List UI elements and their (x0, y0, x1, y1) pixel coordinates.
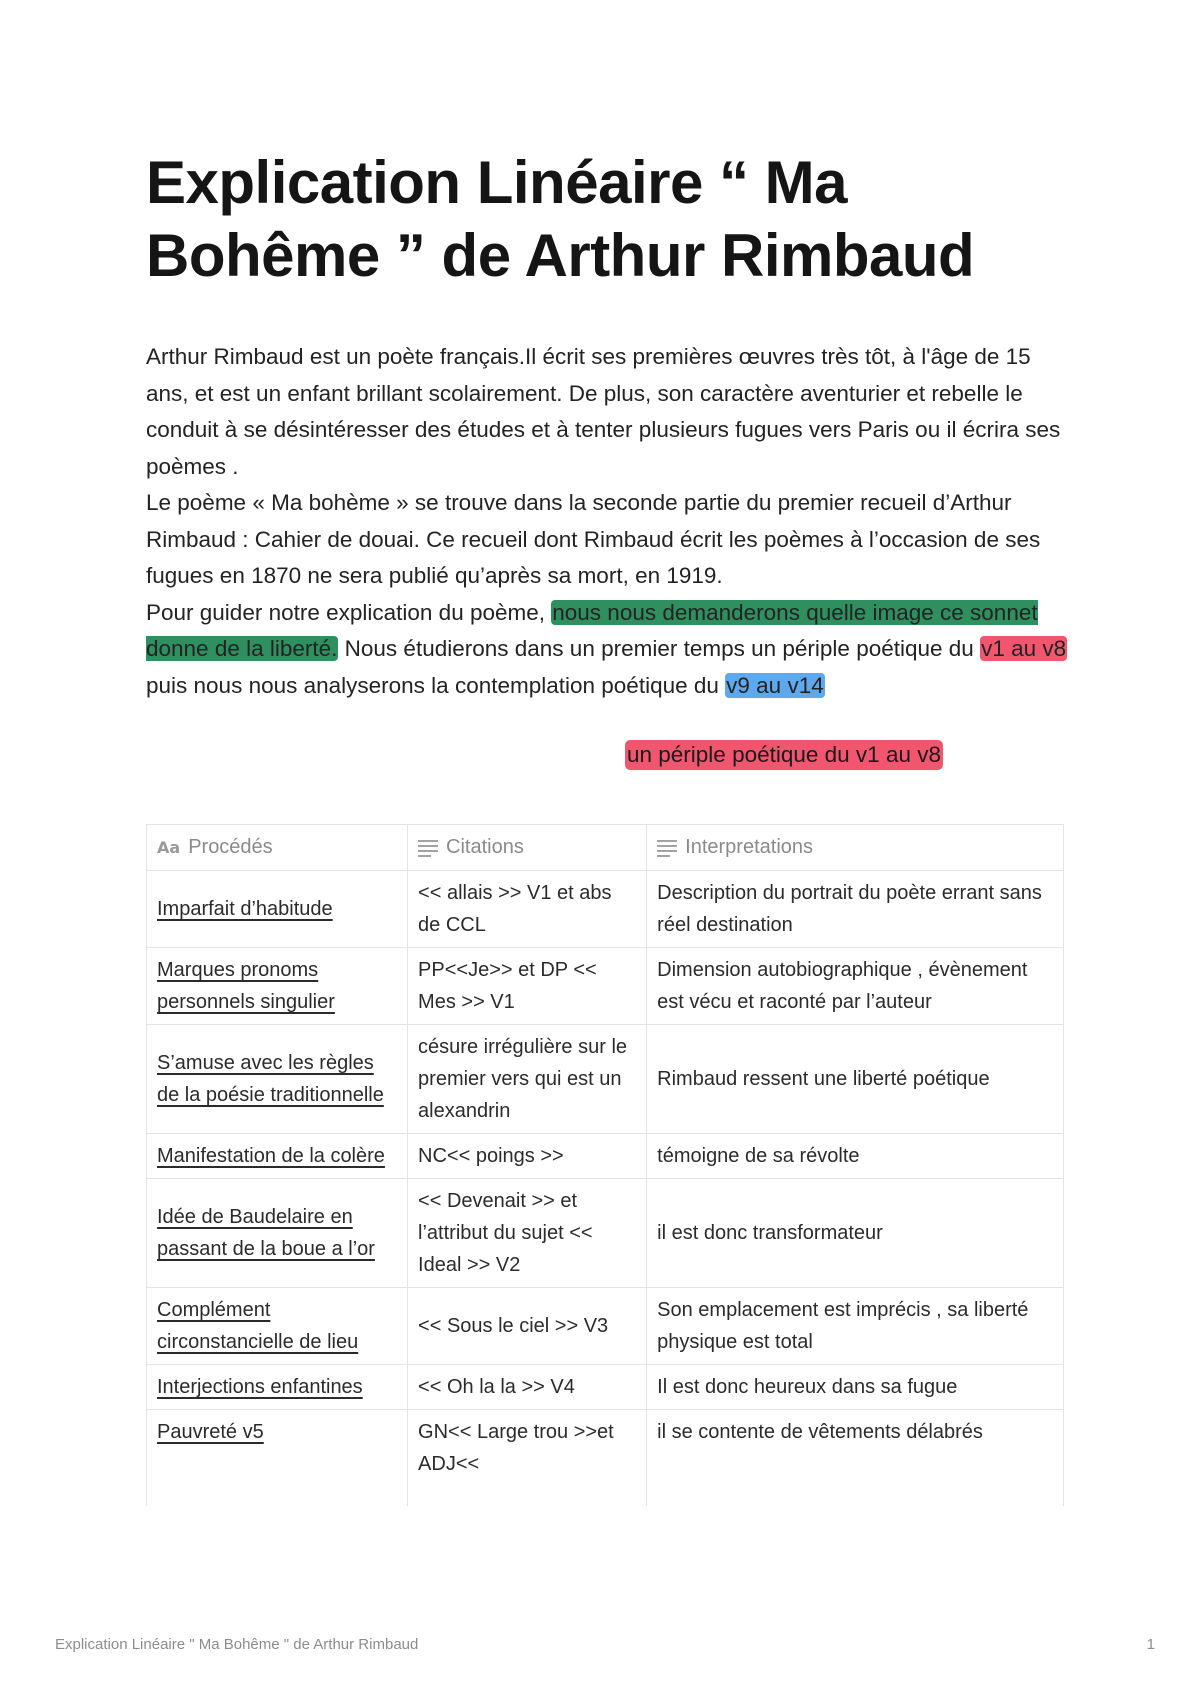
interpretation-cell: Dimension autobiographique , évènement est vécu et raconté par l’auteur (647, 947, 1064, 1024)
citation-cell: césure irrégulière sur le premier vers qui est un alexandrin (408, 1024, 647, 1133)
procede-link[interactable]: S’amuse avec les règles de la poésie traditionnelle (157, 1051, 384, 1106)
citation-cell: PP<<Je>> et DP << Mes >> V1 (408, 947, 647, 1024)
interpretation-cell: Il est donc heureux dans sa fugue (647, 1364, 1064, 1409)
lines-text-icon (418, 840, 438, 854)
part-two-highlight: v9 au v14 (726, 672, 824, 698)
table-row (147, 1133, 1064, 1178)
lines-text-icon (657, 840, 677, 854)
interpretation-cell: il se contente de vêtements délabrés (647, 1409, 1064, 1506)
citation-cell: GN<< Large trou >>et ADJ<< (408, 1409, 647, 1506)
section-heading: un périple poétique du v1 au v8 (625, 740, 943, 770)
citation-cell: NC<< poings >> (408, 1133, 647, 1178)
column-header-label: Citations (446, 836, 524, 859)
analysis-table (146, 824, 1064, 1506)
footer-title: Explication Linéaire " Ma Bohême " de Arthur Rimbaud (55, 1636, 419, 1653)
column-header-label: Procédés (188, 836, 273, 858)
interpretation-cell: il est donc transformateur (647, 1178, 1064, 1287)
aa-text-icon: Aa (157, 837, 181, 857)
procede-link[interactable]: Interjections enfantines (157, 1375, 363, 1398)
problematic-highlight: nous nous demanderons quelle image ce sonnet donne de la liberté. (146, 599, 1038, 661)
interpretation-cell: témoigne de sa révolte (647, 1133, 1064, 1178)
procede-link[interactable]: Complément circonstancielle de lieu (157, 1298, 359, 1353)
page-number: 1 (1146, 1636, 1155, 1653)
table-row (147, 947, 1064, 1024)
interpretation-cell: Description du portrait du poète errant sans réel destination (647, 870, 1064, 947)
column-header-citations[interactable] (408, 825, 647, 871)
table-header-row (147, 825, 1064, 871)
page-title: Explication Linéaire “ Ma Bohême ” de Arthur Rimbaud (146, 149, 975, 289)
column-header-label: Interpretations (685, 836, 814, 859)
column-header-procedes[interactable] (147, 825, 408, 871)
citation-cell: << Oh la la >> V4 (408, 1364, 647, 1409)
intro-paragraph-problematic (146, 595, 1076, 705)
procede-link[interactable]: Idée de Baudelaire en passant de la boue a l’or (157, 1205, 375, 1260)
table-row (147, 870, 1064, 947)
intro-text-segment: Pour guider notre explication du poème, (146, 599, 552, 625)
citation-cell: << Devenait >> et l’attribut du sujet << Ideal >> V2 (408, 1178, 647, 1287)
intro-paragraph: Le poème « Ma bohème » se trouve dans la seconde partie du premier recueil d’Arthur Rimbaud : Cahier de douai. Ce recueil dont Rimbaud écrit les poèmes à l’occasion de ses fugues en 1870 ne sera publié qu’après sa mort, en 1919. (146, 490, 1041, 588)
citation-cell: << Sous le ciel >> V3 (408, 1287, 647, 1364)
intro-text-segment: Nous étudierons dans un premier temps un périple poétique du (338, 636, 981, 661)
table-row (147, 1178, 1064, 1287)
procede-link[interactable]: Marques pronoms personnels singulier (157, 958, 335, 1013)
intro-text (146, 339, 1076, 704)
table-row (147, 1287, 1064, 1364)
interpretation-cell: Rimbaud ressent une liberté poétique (647, 1024, 1064, 1133)
intro-paragraph: Arthur Rimbaud est un poète français.Il écrit ses premières œuvres très tôt, à l'âge de 15 ans, et est un enfant brillant scolairement. De plus, son caractère aventurier et rebelle le conduit à se désintéresser des études et à tenter plusieurs fugues vers Paris ou il écrira ses poèmes . (146, 344, 1061, 479)
procede-link[interactable]: Manifestation de la colère (157, 1144, 385, 1167)
column-header-interpretations[interactable] (647, 825, 1064, 871)
interpretation-cell: Son emplacement est imprécis , sa liberté physique est total (647, 1287, 1064, 1364)
part-one-highlight: v1 au v8 (981, 636, 1067, 661)
intro-text-segment: puis nous nous analyserons la contemplation poétique du (146, 672, 726, 698)
table-row (147, 1409, 1064, 1506)
procede-link[interactable]: Pauvreté v5 (157, 1420, 264, 1443)
citation-cell: << allais >> V1 et abs de CCL (408, 870, 647, 947)
table-row (147, 1024, 1064, 1133)
table-row (147, 1364, 1064, 1409)
procede-link[interactable]: Imparfait d’habitude (157, 897, 333, 920)
